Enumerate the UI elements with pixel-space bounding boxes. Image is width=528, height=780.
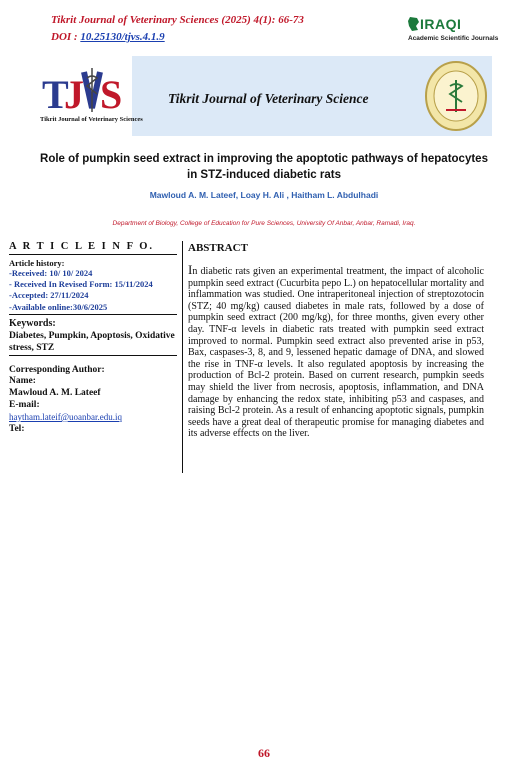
abstract-body: In diabetic rats given an experimental treatment, the impact of alcoholic pumpkin seed extract (Cucurbita pepo L.) on hepatocellular mortality and inflammation was studied. One intraperitoneal injection of streptozotocin (STZ; 40 mg/kg) caused diabetes in male rats, followed by a dose of pumpkin seed extract (200 mg/kg), for three months, given every other day. TNF-α levels in diabetic rats treated with pumpkin seed extract improved to normal. Pumpkin seed extract also prevented arise in p53, Bax, caspases-3, 8, and 9, lessened hepatic damage of DNA, and slowed the rise in TNF-α levels. It also regulated apoptosis by increasing the production of Bcl-2 protein. Based on current research, pumpkin seeds may shield the liver from necrosis, apoptosis, inflammation, and DNA damage by enhancing the redox state, inhibiting p53 and caspases, and raising Bcl-2 protein. As a result of enhancing apoptotic signals, pumpkin seeds have a great deal of therapeutic promise for managing diabetes and its adverse effects on the liver. [188, 262, 484, 440]
history-revised: - Received In Revised Form: 15/11/2024 [9, 279, 153, 290]
tel-label: Tel: [9, 423, 25, 434]
iraqi-journals-logo [408, 16, 506, 50]
name-label: Name: [9, 375, 36, 386]
author-affiliation: Department of Biology, College of Education for Pure Sciences, University Of Anbar, Anbar, Ramadi, Iraq. [112, 220, 416, 227]
svg-text:S: S [100, 72, 123, 117]
tjvs-logo-icon [40, 64, 143, 124]
university-seal-icon [424, 60, 488, 132]
history-received: -Received: 10/ 10/ 2024 [9, 268, 93, 278]
doi-link[interactable]: 10.25130/tjvs.4.1.9 [80, 31, 165, 43]
article-info-column [9, 241, 177, 435]
tjvs-logo-box [36, 56, 143, 136]
doi-label: DOI : [51, 31, 81, 43]
journal-title: Tikrit Journal of Veterinary Science [168, 91, 369, 106]
journal-banner [36, 56, 492, 136]
column-divider [182, 241, 183, 473]
abstract-heading: ABSTRACT [188, 242, 248, 254]
info-divider [9, 314, 177, 315]
tjvs-caption: Tikrit Journal of Veterinary Sciences [40, 116, 143, 123]
iraqi-wordmark: IRAQI [420, 16, 462, 32]
keywords-label: Keywords: [9, 317, 56, 329]
history-accepted: -Accepted: 27/11/2024 [9, 290, 89, 301]
article-history-label: Article history: [9, 258, 65, 268]
article-info-heading: A R T I C L E I N F O. [9, 241, 177, 255]
history-available-online: -Available online:30/6/2025 [9, 301, 108, 312]
doi-line [51, 31, 165, 43]
iraqi-subtitle: Academic Scientific Journals [408, 35, 499, 42]
keywords-divider [9, 355, 177, 356]
author-email-link[interactable]: haytham.lateif@uoanbar.edu.iq [9, 411, 123, 422]
corresponding-author-label: Corresponding Author: [9, 364, 105, 375]
iraq-map-icon [408, 17, 419, 31]
page-number: 66 [258, 746, 270, 760]
svg-text:J: J [64, 72, 84, 117]
article-title: Role of pumpkin seed extract in improving the apoptotic pathways of hepatocytes in STZ-induced diabetic rats [40, 153, 488, 181]
email-label: E-mail: [9, 399, 40, 410]
journal-citation: Tikrit Journal of Veterinary Sciences (2025) 4(1): 66-73 [51, 14, 304, 26]
article-authors: Mawloud A. M. Lateef, Loay H. Ali , Haitham L. Abdulhadi [149, 190, 379, 200]
author-name: Mawloud A. M. Lateef [9, 387, 101, 398]
keywords-text: Diabetes, Pumpkin, Apoptosis, Oxidative stress, STZ [9, 330, 175, 353]
svg-text:T: T [42, 72, 69, 117]
